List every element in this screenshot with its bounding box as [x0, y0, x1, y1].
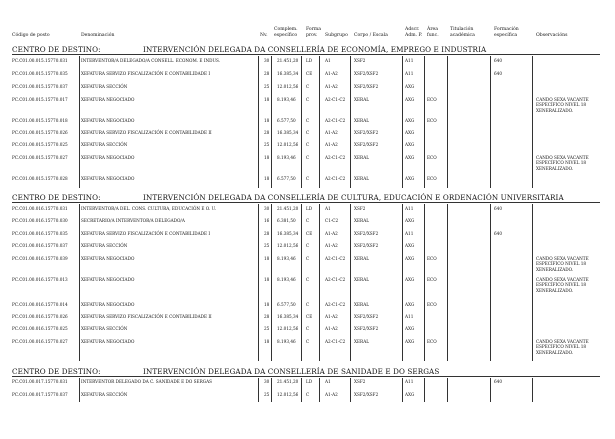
cell-form: C	[306, 218, 310, 223]
cell-complement: 12.012,56	[277, 392, 299, 397]
cell-body: XSF2	[354, 206, 366, 211]
cell-level: 25	[264, 392, 270, 397]
cell-area: ECO	[427, 339, 437, 344]
column-separator	[424, 204, 425, 361]
cell-body: XERAL	[354, 339, 369, 344]
cell-denomination: XEFATURA SECCIÓN	[81, 243, 128, 248]
cell-subgroup: A2-C1-C2	[325, 97, 346, 102]
cell-code: PC.C01.00.015.15770.017	[12, 97, 68, 102]
cell-denomination: XEFATURA NEGOCIADO	[81, 339, 135, 344]
cell-level: 18	[264, 277, 270, 282]
cell-level: 18	[264, 176, 270, 181]
cell-training: 640	[494, 379, 502, 384]
cell-level: 30	[264, 206, 270, 211]
cell-adscr: AXG	[405, 243, 415, 248]
header-level: Nv.	[260, 33, 268, 38]
cell-area: ECO	[427, 302, 437, 307]
column-separator	[490, 56, 491, 188]
cell-area: ECO	[427, 176, 437, 181]
cell-form: CE	[306, 71, 313, 76]
cell-level: 28	[264, 231, 270, 236]
cell-body: XSF2	[354, 379, 366, 384]
header-training: Formación específica	[494, 27, 519, 38]
cell-subgroup: A2-C1-C2	[325, 277, 346, 282]
cell-level: 25	[264, 142, 270, 147]
cell-adscr: AXG	[405, 392, 415, 397]
cell-form: C	[306, 155, 310, 160]
cell-subgroup: A2-C1-C2	[325, 302, 346, 307]
cell-level: 18	[264, 155, 270, 160]
cell-subgroup: C1-C2	[325, 218, 339, 223]
column-separator	[447, 56, 448, 188]
center-name: INTERVENCIÓN DELEGADA DA CONSELLERÍA DE SANIDADE E DO SERGAS	[143, 367, 440, 376]
cell-complement: 6.577,50	[277, 118, 296, 123]
cell-denomination: XEFATURA SECCIÓN	[81, 326, 128, 331]
cell-body: XERAL	[354, 176, 369, 181]
column-separator	[301, 56, 302, 188]
cell-subgroup: A2-C1-C2	[325, 176, 346, 181]
cell-complement: 8.193,46	[277, 339, 296, 344]
cell-subgroup: A1-A2	[325, 231, 338, 236]
cell-form: C	[306, 142, 310, 147]
column-separator	[319, 204, 320, 361]
cell-code: PC.C01.00.016.15770.031	[12, 206, 68, 211]
cell-adscr: AXG	[405, 339, 415, 344]
cell-level: 25	[264, 326, 270, 331]
cell-code: PC.C01.00.015.15770.037	[12, 84, 68, 89]
column-separator	[271, 378, 272, 402]
column-separator	[301, 378, 302, 402]
section-rule	[12, 376, 600, 377]
cell-denomination: XEFATURA SERVIZO FISCALIZACIÓN E CONTABILIDADE II	[81, 130, 212, 135]
column-separator	[424, 56, 425, 188]
cell-form: C	[306, 84, 310, 89]
cell-code: PC.C01.00.016.15770.026	[12, 314, 68, 319]
cell-observations: CANDO SEXA VACANTE ESPECÍFICO NIVEL 18 XENERALIZADO.	[536, 97, 589, 113]
column-separator	[79, 56, 80, 188]
cell-adscr: AXG	[405, 142, 415, 147]
cell-denomination: XEFATURA SERVIZO FISCALIZACIÓN E CONTABILIDADE II	[81, 314, 212, 319]
cell-complement: 8.193,46	[277, 155, 296, 160]
column-separator	[402, 204, 403, 361]
cell-body: XERAL	[354, 118, 369, 123]
cell-level: 18	[264, 339, 270, 344]
cell-code: PC.C01.00.015.15770.028	[12, 176, 68, 181]
cell-denomination: XEFATURA NEGOCIADO	[81, 97, 135, 102]
header-form: Forma prov.	[306, 27, 321, 38]
cell-training: 640	[494, 58, 502, 63]
cell-denomination: XEFATURA NEGOCIADO	[81, 302, 135, 307]
cell-form: C	[306, 256, 310, 261]
cell-observations: CANDO SEXA VACANTE ESPECÍFICO NIVEL 18 XENERALIZADO.	[536, 256, 589, 272]
cell-denomination: XEFATURA SERVIZO FISCALIZACIÓN E CONTABILIDADE I	[81, 71, 211, 76]
cell-complement: 12.012,56	[277, 84, 299, 89]
cell-code: PC.C01.00.016.15770.037	[12, 243, 68, 248]
cell-complement: 16.385,34	[277, 231, 299, 236]
cell-training: 640	[494, 231, 502, 236]
cell-area: ECO	[427, 256, 437, 261]
cell-form: LD	[306, 206, 313, 211]
cell-subgroup: A1-A2	[325, 71, 338, 76]
cell-complement: 21.451,20	[277, 379, 299, 384]
cell-adscr: A11	[405, 71, 414, 76]
column-separator	[301, 204, 302, 361]
cell-code: PC.C01.00.016.15770.030	[12, 218, 68, 223]
column-separator	[271, 56, 272, 188]
cell-code: PC.C01.00.015.15770.031	[12, 58, 68, 63]
cell-body: XSF2/XSF2	[354, 243, 379, 248]
cell-body: XERAL	[354, 218, 369, 223]
cell-code: PC.C01.00.016.15770.025	[12, 326, 68, 331]
column-separator	[402, 378, 403, 402]
column-separator	[532, 56, 533, 188]
cell-body: XERAL	[354, 155, 369, 160]
cell-complement: 8.193,46	[277, 256, 296, 261]
cell-form: C	[306, 302, 310, 307]
cell-form: C	[306, 118, 310, 123]
cell-form: C	[306, 339, 310, 344]
cell-level: 16	[264, 218, 270, 223]
cell-denomination: XEFATURA NEGOCIADO	[81, 176, 135, 181]
header-adscr: Adscr. Adm. P.	[405, 27, 423, 38]
cell-code: PC.C01.00.015.15770.018	[12, 118, 68, 123]
cell-body: XSF2/XSF2	[354, 142, 379, 147]
cell-body: XERAL	[354, 277, 369, 282]
column-separator	[490, 378, 491, 402]
cell-denomination: INTERVENTOR/A DELEGADO/A CONSELL. ECONOM. E INDUS.	[81, 58, 221, 63]
cell-subgroup: A2-C1-C2	[325, 339, 346, 344]
column-separator	[258, 378, 259, 402]
cell-level: 28	[264, 130, 270, 135]
cell-level: 18	[264, 302, 270, 307]
cell-subgroup: A1-A2	[325, 142, 338, 147]
cell-body: XSF2/XSF2	[354, 84, 379, 89]
cell-adscr: AXG	[405, 155, 415, 160]
cell-training: 640	[494, 206, 502, 211]
column-separator	[402, 56, 403, 188]
cell-code: PC.C01.00.015.15770.025	[12, 142, 68, 147]
column-separator	[490, 204, 491, 361]
cell-subgroup: A1-A2	[325, 314, 338, 319]
cell-body: XERAL	[354, 256, 369, 261]
cell-body: XSF2/XSF2	[354, 231, 379, 236]
cell-denomination: XEFATURA NEGOCIADO	[81, 118, 135, 123]
cell-subgroup: A1-A2	[325, 326, 338, 331]
cell-form: C	[306, 176, 310, 181]
cell-adscr: AXG	[405, 130, 415, 135]
cell-area: ECO	[427, 277, 437, 282]
cell-code: PC.C01.00.016.15770.014	[12, 302, 68, 307]
cell-area: ECO	[427, 97, 437, 102]
cell-body: XSF2/XSF2	[354, 71, 379, 76]
cell-form: CE	[306, 231, 313, 236]
cell-subgroup: A1	[325, 379, 331, 384]
cell-complement: 12.012,56	[277, 326, 299, 331]
cell-level: 30	[264, 379, 270, 384]
column-separator	[350, 204, 351, 361]
cell-subgroup: A2-C1-C2	[325, 256, 346, 261]
cell-complement: 6.577,50	[277, 176, 296, 181]
cell-form: C	[306, 277, 310, 282]
cell-adscr: A11	[405, 231, 414, 236]
cell-subgroup: A1	[325, 206, 331, 211]
cell-area: ECO	[427, 155, 437, 160]
cell-complement: 12.012,56	[277, 142, 299, 147]
cell-form: C	[306, 130, 310, 135]
column-separator	[79, 378, 80, 402]
cell-form: C	[306, 97, 310, 102]
cell-subgroup: A2-C1-C2	[325, 155, 346, 160]
cell-complement: 6.381,50	[277, 218, 296, 223]
header-degree: Titulación académica	[450, 27, 475, 38]
cell-level: 28	[264, 314, 270, 319]
cell-code: PC.C01.00.016.15770.013	[12, 277, 68, 282]
column-separator	[258, 56, 259, 188]
cell-subgroup: A2-C1-C2	[325, 118, 346, 123]
cell-form: C	[306, 326, 310, 331]
cell-complement: 12.012,56	[277, 243, 299, 248]
column-separator	[532, 378, 533, 402]
cell-level: 18	[264, 97, 270, 102]
header-complement: Complem. específico	[274, 27, 298, 38]
cell-code: PC.C01.00.016.15770.035	[12, 231, 68, 236]
cell-subgroup: A1-A2	[325, 392, 338, 397]
column-headers	[0, 0, 615, 40]
cell-adscr: AXG	[405, 118, 415, 123]
header-denomination: Denominación	[81, 33, 115, 38]
header-observations: Observacións	[536, 33, 568, 38]
cell-form: LD	[306, 58, 313, 63]
column-separator	[424, 378, 425, 402]
cell-denomination: XEFATURA NEGOCIADO	[81, 277, 135, 282]
cell-denomination: XEFATURA NEGOCIADO	[81, 155, 135, 160]
center-label: CENTRO DE DESTINO:	[12, 367, 101, 376]
cell-body: XSF2/XSF2	[354, 392, 379, 397]
cell-denomination: XEFATURA SECCIÓN	[81, 142, 128, 147]
column-separator	[258, 204, 259, 361]
cell-adscr: A11	[405, 206, 414, 211]
cell-denomination: XEFATURA SECCIÓN	[81, 84, 128, 89]
cell-denomination: INTERVENTOR/A DEL. CONS. CULTURA, EDUCACIÓN E O. U.	[81, 206, 217, 211]
cell-subgroup: A1	[325, 58, 331, 63]
cell-adscr: AXG	[405, 97, 415, 102]
column-separator	[350, 56, 351, 188]
cell-complement: 21.451,20	[277, 58, 299, 63]
cell-body: XERAL	[354, 302, 369, 307]
cell-denomination: XEFATURA SECCIÓN	[81, 392, 128, 397]
center-label: CENTRO DE DESTINO:	[12, 193, 101, 202]
cell-denomination: SECRETARIO/A INTERVENTOR/A DELEGADO/A	[81, 218, 185, 223]
cell-adscr: AXG	[405, 176, 415, 181]
cell-observations: CANDO SEXA VACANTE ESPECÍFICO NIVEL 18 XENERALIZADO.	[536, 155, 589, 171]
cell-training: 640	[494, 71, 502, 76]
cell-body: XSF2/XSF2	[354, 314, 379, 319]
column-separator	[532, 204, 533, 361]
column-separator	[350, 378, 351, 402]
cell-adscr: AXG	[405, 277, 415, 282]
cell-form: C	[306, 392, 310, 397]
column-separator	[319, 378, 320, 402]
cell-adscr: AXG	[405, 302, 415, 307]
column-separator	[271, 204, 272, 361]
cell-subgroup: A1-A2	[325, 243, 338, 248]
cell-denomination: XEFATURA NEGOCIADO	[81, 256, 135, 261]
cell-complement: 8.193,46	[277, 277, 296, 282]
cell-subgroup: A1-A2	[325, 130, 338, 135]
cell-adscr: AXG	[405, 326, 415, 331]
cell-body: XSF2/XSF2	[354, 130, 379, 135]
cell-code: PC.C01.00.016.15770.039	[12, 256, 68, 261]
cell-complement: 21.451,20	[277, 206, 299, 211]
section-rule	[12, 202, 600, 203]
cell-area: ECO	[427, 118, 437, 123]
header-body: Corpo / Escala	[354, 33, 388, 38]
column-separator	[79, 204, 80, 361]
cell-complement: 16.385,34	[277, 71, 299, 76]
column-separator	[447, 204, 448, 361]
cell-complement: 16.385,34	[277, 314, 299, 319]
cell-adscr: AXG	[405, 218, 415, 223]
cell-adscr: AXG	[405, 256, 415, 261]
cell-code: PC.C01.00.015.15770.026	[12, 130, 68, 135]
cell-complement: 16.385,34	[277, 130, 299, 135]
cell-complement: 6.577,50	[277, 302, 296, 307]
header-subgroup: Subgrupo	[325, 33, 348, 38]
cell-form: C	[306, 243, 310, 248]
cell-body: XSF2/XSF2	[354, 326, 379, 331]
cell-subgroup: A1-A2	[325, 84, 338, 89]
cell-adscr: AXG	[405, 84, 415, 89]
cell-adscr: A11	[405, 314, 414, 319]
column-separator	[447, 378, 448, 402]
cell-level: 18	[264, 256, 270, 261]
column-separator	[319, 56, 320, 188]
cell-level: 25	[264, 243, 270, 248]
cell-body: XERAL	[354, 97, 369, 102]
cell-body: XSF2	[354, 58, 366, 63]
cell-level: 28	[264, 71, 270, 76]
cell-level: 25	[264, 84, 270, 89]
cell-observations: CANDO SEXA VACANTE ESPECÍFICO NIVEL 18 XENERALIZADO.	[536, 339, 589, 355]
cell-adscr: A11	[405, 58, 414, 63]
cell-code: PC.C01.00.015.15770.027	[12, 155, 68, 160]
center-label: CENTRO DE DESTINO:	[12, 45, 101, 54]
header-code: Código de posto	[12, 33, 50, 38]
center-name: INTERVENCIÓN DELEGADA DA CONSELLERÍA DE ECONOMÍA, EMPREGO E INDUSTRIA	[143, 45, 487, 54]
header-area: Área func.	[427, 27, 439, 38]
cell-denomination: XEFATURA SERVIZO FISCALIZACIÓN E CONTABILIDADE I	[81, 231, 211, 236]
cell-adscr: A11	[405, 379, 414, 384]
cell-complement: 8.193,46	[277, 97, 296, 102]
cell-code: PC.C01.00.016.15770.027	[12, 339, 68, 344]
section-rule	[12, 54, 600, 55]
cell-form: CE	[306, 314, 313, 319]
cell-observations: CANDO SEXA VACANTE ESPECÍFICO NIVEL 18 XENERALIZADO.	[536, 277, 589, 293]
cell-level: 30	[264, 58, 270, 63]
cell-code: PC.C01.00.017.15770.037	[12, 392, 68, 397]
cell-denomination: INTERVENTOR DELEGADO DA C. SANIDADE E DO SERGAS	[81, 379, 212, 384]
center-name: INTERVENCIÓN DELEGADA DA CONSELLERÍA DE CULTURA, EDUCACIÓN E ORDENACIÓN UNIVERSITARIA	[143, 193, 564, 202]
cell-form: LD	[306, 379, 313, 384]
cell-level: 18	[264, 118, 270, 123]
cell-code: PC.C01.00.015.15770.035	[12, 71, 68, 76]
cell-code: PC.C01.00.017.15770.031	[12, 379, 68, 384]
